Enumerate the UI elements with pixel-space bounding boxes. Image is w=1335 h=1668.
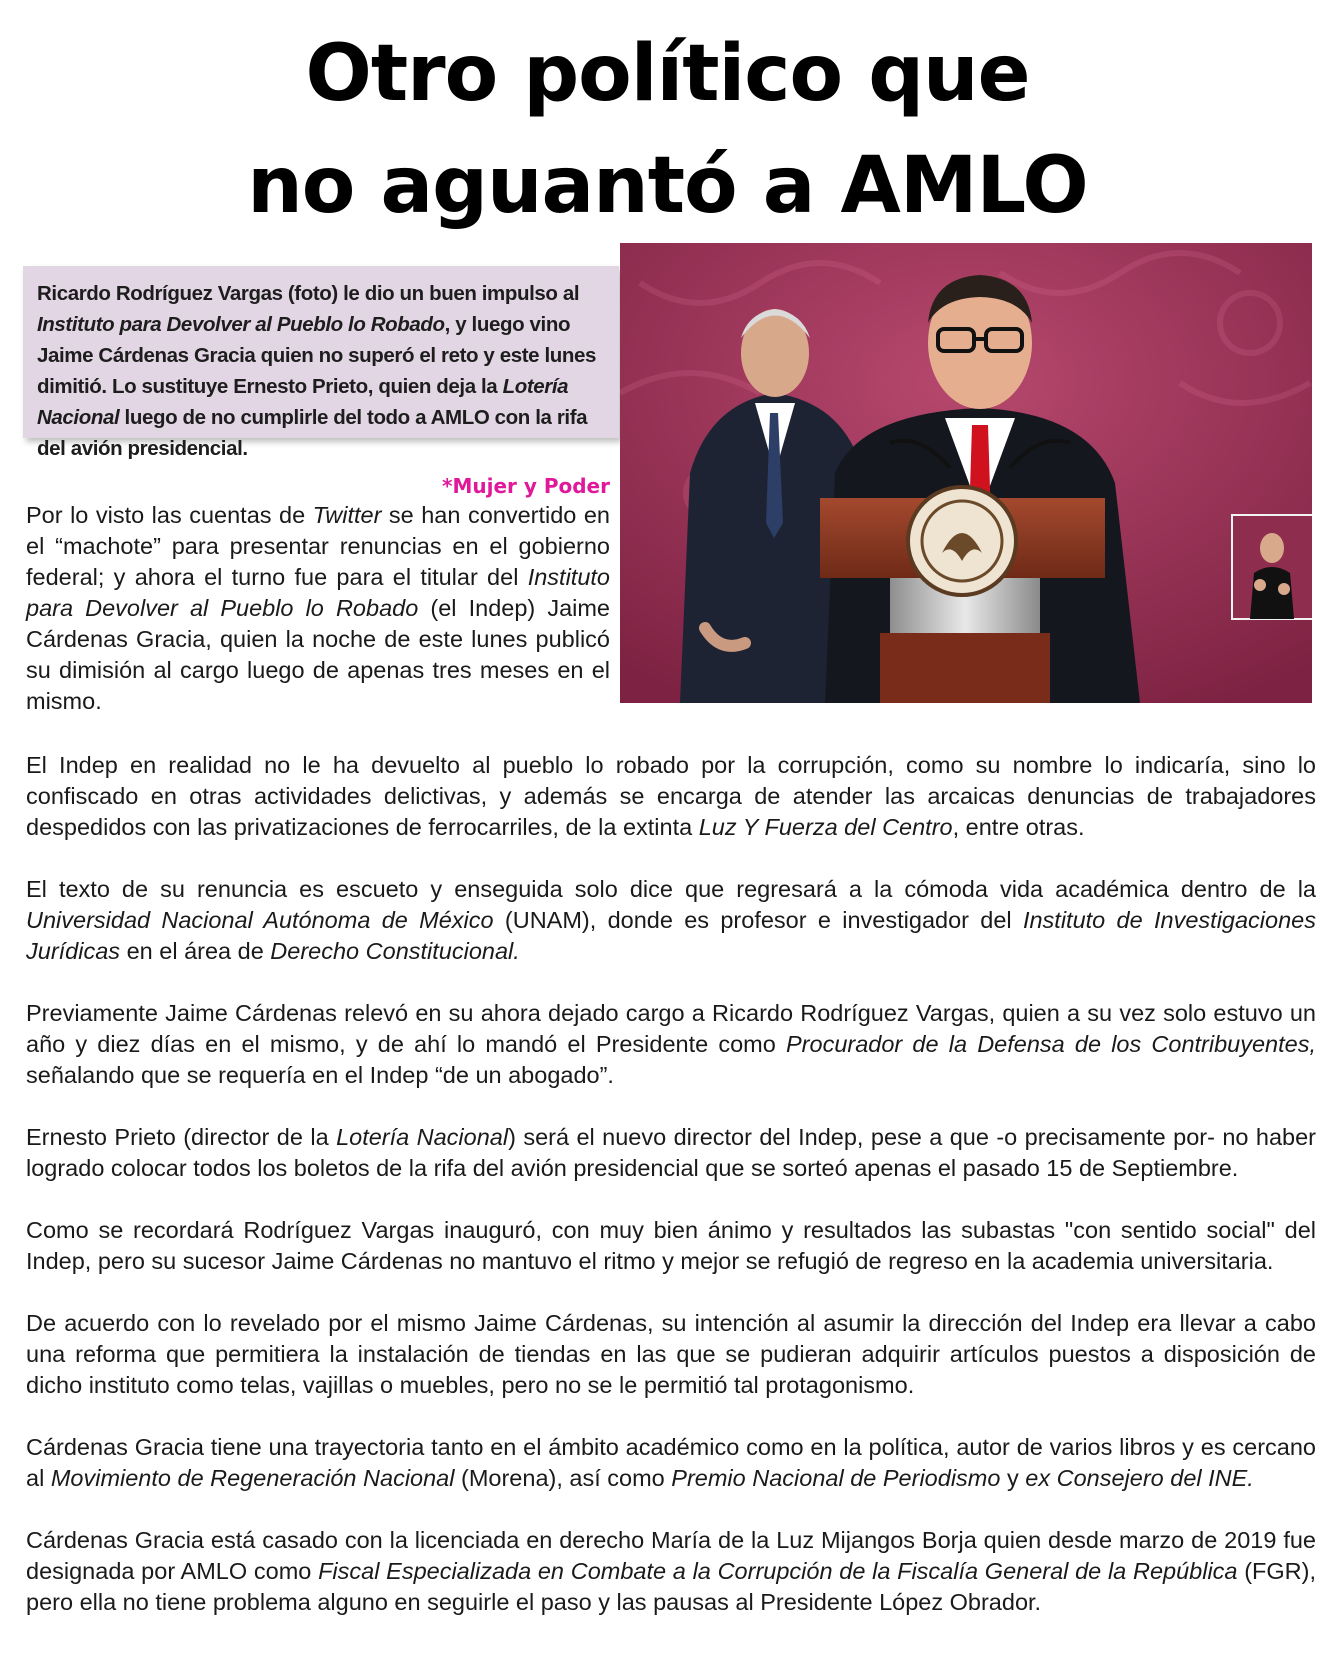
paragraph-italic: Luz Y Fuerza del Centro [698, 814, 953, 840]
article-body [26, 750, 1316, 1649]
paragraph-3 [26, 998, 1316, 1091]
lead-text: (el Indep) Jaime Cárdenas Gracia, quien la noche de este lunes publicó su dimisión al cargo luego de apenas tres meses en el mismo. [26, 595, 611, 714]
paragraph-text: , entre otras. [952, 814, 1085, 840]
paragraph-text: señalando que se requería en el Indep “de un abogado”. [26, 1062, 614, 1088]
paragraph-7 [26, 1432, 1316, 1494]
news-photo [620, 243, 1312, 703]
paragraph-text: El texto de su renuncia es escueto y enseguida solo dice que regresará a la cómoda vida académica dentro de la [26, 876, 1316, 902]
paragraph-8 [26, 1525, 1316, 1618]
paragraph-italic: ex Consejero del INE. [1025, 1465, 1254, 1491]
paragraph-text: Ernesto Prieto (director de la [26, 1124, 337, 1150]
headline-line-1: Otro político que [305, 29, 1030, 119]
paragraph-text: (UNAM), donde es profesor e investigador del [493, 907, 1023, 933]
summary-italic-institute: Instituto para Devolver al Pueblo lo Robado [37, 313, 445, 336]
paragraph-italic: Instituto de Investigaciones Jurídicas [26, 907, 1316, 964]
paragraph-text: (FGR), pero ella no tiene problema alguno en seguirle el paso y las pausas al Presidente López Obrador. [26, 1558, 1316, 1615]
paragraph-italic: Lotería Nacional [336, 1124, 509, 1150]
lead-text: se han convertido en el “machote” para presentar renuncias en el gobierno federal; y ahora el turno fue para el titular del [26, 502, 610, 590]
paragraph-text: (Morena), así como [454, 1465, 672, 1491]
lead-italic: Instituto para Devolver al Pueblo lo Robado [26, 564, 610, 621]
summary-text: , y luego vino Jaime Cárdenas Gracia quien no superó el reto y este lunes dimitió. Lo sustituye Ernesto Prieto, quien deja la [37, 313, 596, 398]
paragraph-text: en el área de [120, 938, 271, 964]
paragraph-text: Como se recordará Rodríguez Vargas inauguró, con muy bien ánimo y resultados las subastas "con sentido social" del Indep, pero su sucesor Jaime Cárdenas no mantuvo el ritmo y mejor se refugió de regreso en la academia universitaria. [26, 1217, 1316, 1274]
lead-text: Por lo visto las cuentas de [26, 502, 313, 528]
paragraph-italic: Universidad Nacional Autónoma de México [26, 907, 494, 933]
paragraph-text: ) será el nuevo director del Indep, pese a que -o precisamente por- no haber logrado colocar todos los boletos de la rifa del avión presidencial que se sorteó apenas el pasado 15 de Septiembre. [26, 1124, 1316, 1181]
summary-text: luego de no cumplirle del todo a AMLO con la rifa del avión presidencial. [37, 406, 588, 460]
summary-italic-loteria: Lotería Nacional [37, 375, 569, 429]
paragraph-2 [26, 874, 1316, 967]
headline-line-2: no aguantó a AMLO [247, 141, 1088, 231]
paragraph-text: y [1000, 1465, 1026, 1491]
paragraph-text: De acuerdo con lo revelado por el mismo Jaime Cárdenas, su intención al asumir la dirección del Indep era llevar a cabo una reforma que permitiera la instalación de tiendas en las que se pudieran adquirir artículos puestos a disposición de dicho instituto como telas, vajillas o muebles, pero no se le permitió tal protagonismo. [26, 1310, 1316, 1398]
paragraph-italic: Fiscal Especializada en Combate a la Corrupción de la Fiscalía General de la República [318, 1558, 1238, 1584]
paragraph-text: El Indep en realidad no le ha devuelto al pueblo lo robado por la corrupción, como su nombre lo indicaría, sino lo confiscado en otras actividades delictivas, y además se encarga de atender las arcaicas denuncias de trabajadores despedidos con las privatizaciones de ferrocarriles, de la extinta [26, 752, 1316, 840]
paragraph-1 [26, 750, 1316, 843]
lead-paragraph [26, 500, 610, 717]
paragraph-italic: Procurador de la Defensa de los Contribuyentes, [786, 1031, 1316, 1057]
paragraph-italic: Premio Nacional de Periodismo [671, 1465, 1001, 1491]
paragraph-4 [26, 1122, 1316, 1184]
lead-italic: Twitter [312, 502, 382, 528]
paragraph-italic: Movimiento de Regeneración Nacional [50, 1465, 455, 1491]
summary-text: Ricardo Rodríguez Vargas (foto) le dio un buen impulso al [37, 282, 580, 305]
source-credit: *Mujer y Poder [442, 474, 610, 498]
paragraph-text: Cárdenas Gracia está casado con la licenciada en derecho María de la Luz Mijangos Borja quien desde marzo de 2019 fue designada por AMLO como [26, 1527, 1316, 1584]
interpreter-inset [1232, 515, 1312, 619]
summary-box [23, 266, 619, 460]
paragraph-text: Previamente Jaime Cárdenas relevó en su ahora dejado cargo a Ricardo Rodríguez Vargas, quien a su vez solo estuvo un año y diez días en el mismo, y de ahí lo mandó el Presidente como [26, 1000, 1316, 1057]
headline [0, 18, 1335, 242]
paragraph-6 [26, 1308, 1316, 1401]
paragraph-italic: Derecho Constitucional. [270, 938, 520, 964]
paragraph-5 [26, 1215, 1316, 1277]
paragraph-text: Cárdenas Gracia tiene una trayectoria tanto en el ámbito académico como en la política, autor de varios libros y es cercano al [26, 1434, 1316, 1491]
